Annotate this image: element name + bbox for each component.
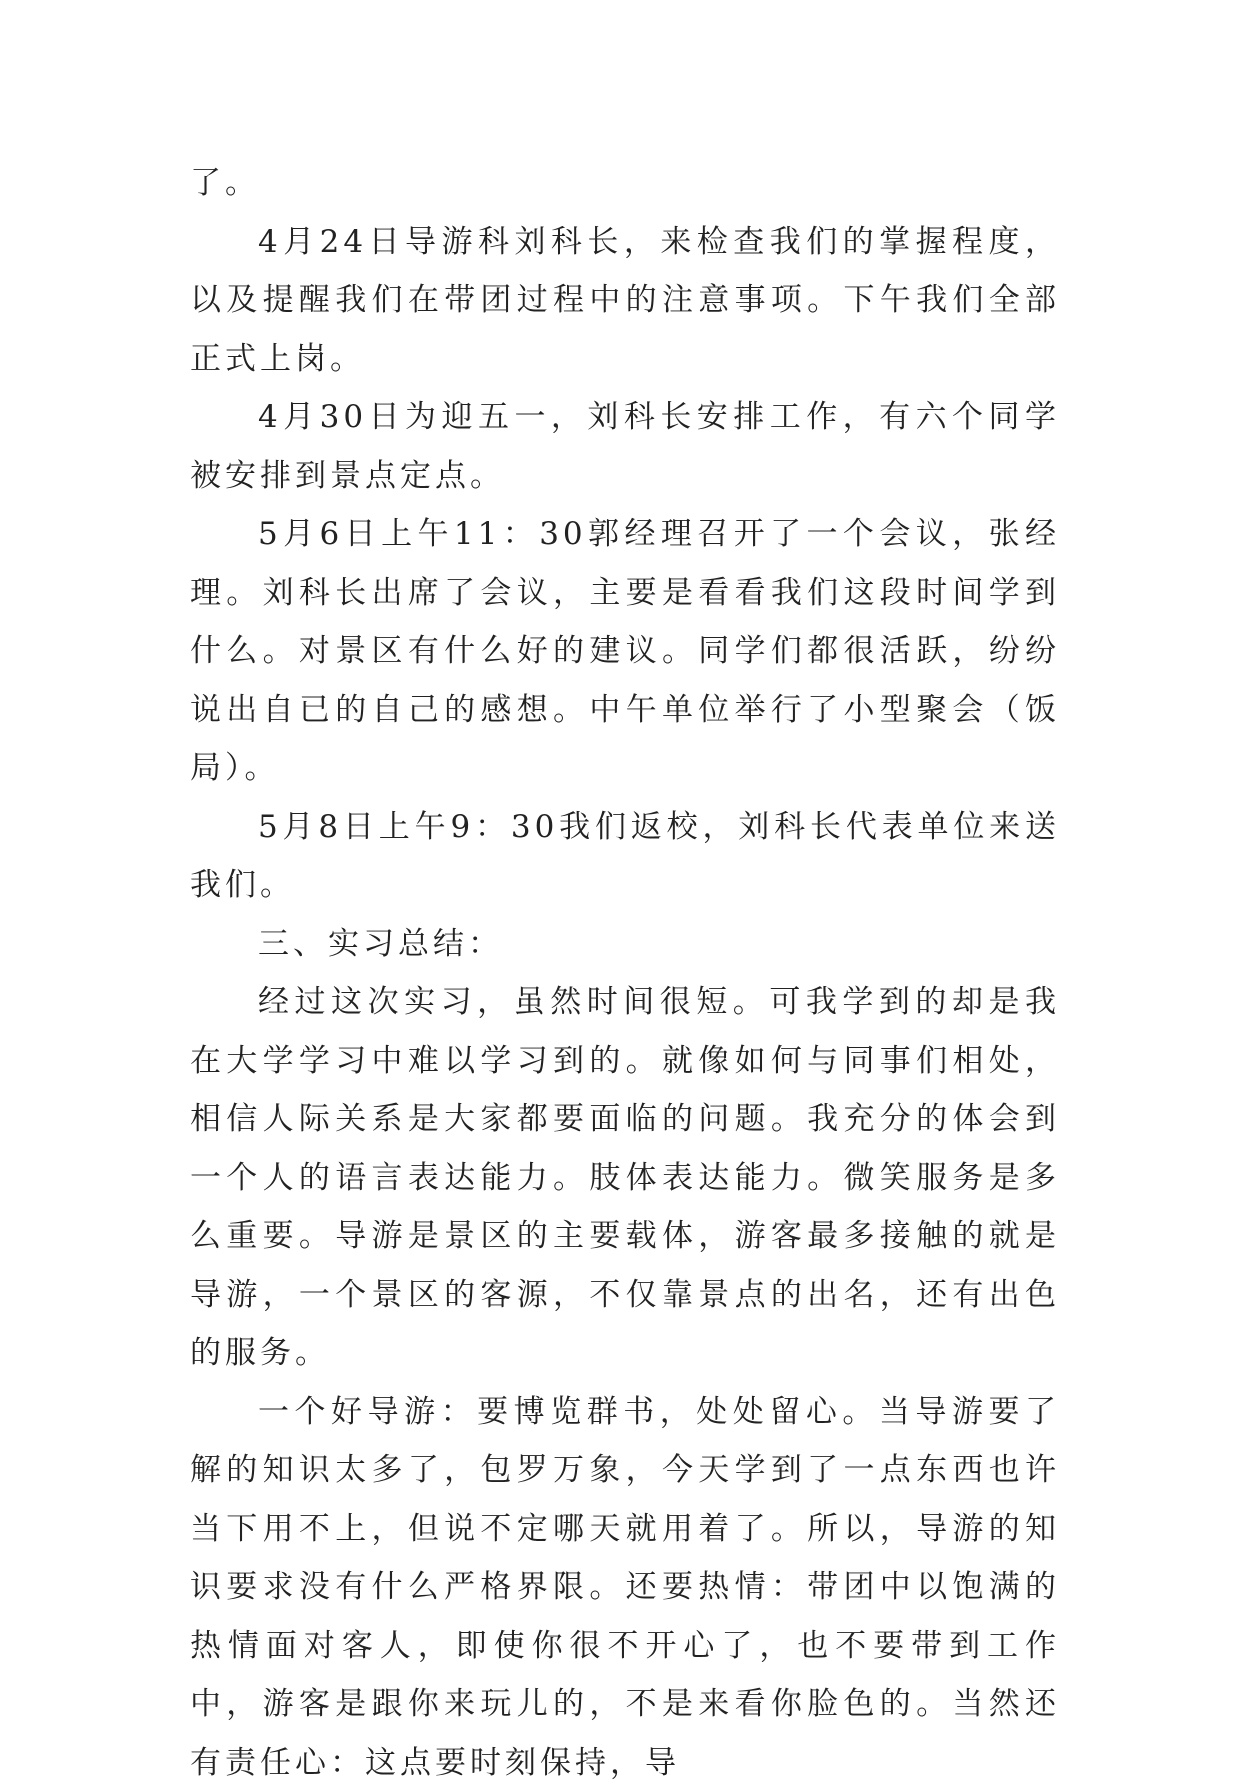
paragraph-continuation: 了。 [190,154,1060,213]
paragraph-may-8: 5月8日上午9：30我们返校，刘科长代表单位来送我们。 [190,798,1060,915]
paragraph-april-30: 4月30日为迎五一，刘科长安排工作，有六个同学被安排到景点定点。 [190,388,1060,505]
document-body [190,154,1060,1792]
paragraph-summary: 经过这次实习，虽然时间很短。可我学到的却是我在大学学习中难以学习到的。就像如何与同事们相处，相信人际关系是大家都要面临的问题。我充分的体会到一个人的语言表达能力。肢体表达能力。微笑服务是多么重要。导游是景区的主要载体，游客最多接触的就是导游，一个景区的客源，不仅靠景点的出名，还有出色的服务。 [190,973,1060,1383]
paragraph-good-guide: 一个好导游：要博览群书，处处留心。当导游要了解的知识太多了，包罗万象，今天学到了一点东西也许当下用不上，但说不定哪天就用着了。所以，导游的知识要求没有什么严格界限。还要热情：带团中以饱满的热情面对客人，即使你很不开心了，也不要带到工作中，游客是跟你来玩儿的，不是来看你脸色的。当然还有责任心：这点要时刻保持，导 [190,1383,1060,1792]
paragraph-april-24: 4月24日导游科刘科长，来检查我们的掌握程度，以及提醒我们在带团过程中的注意事项。下午我们全部正式上岗。 [190,213,1060,389]
paragraph-may-6: 5月6日上午11：30郭经理召开了一个会议，张经理。刘科长出席了会议，主要是看看我们这段时间学到什么。对景区有什么好的建议。同学们都很活跃，纷纷说出自已的自己的感想。中午单位举行了小型聚会（饭局）。 [190,505,1060,798]
section-heading-summary: 三、实习总结： [190,915,1060,974]
